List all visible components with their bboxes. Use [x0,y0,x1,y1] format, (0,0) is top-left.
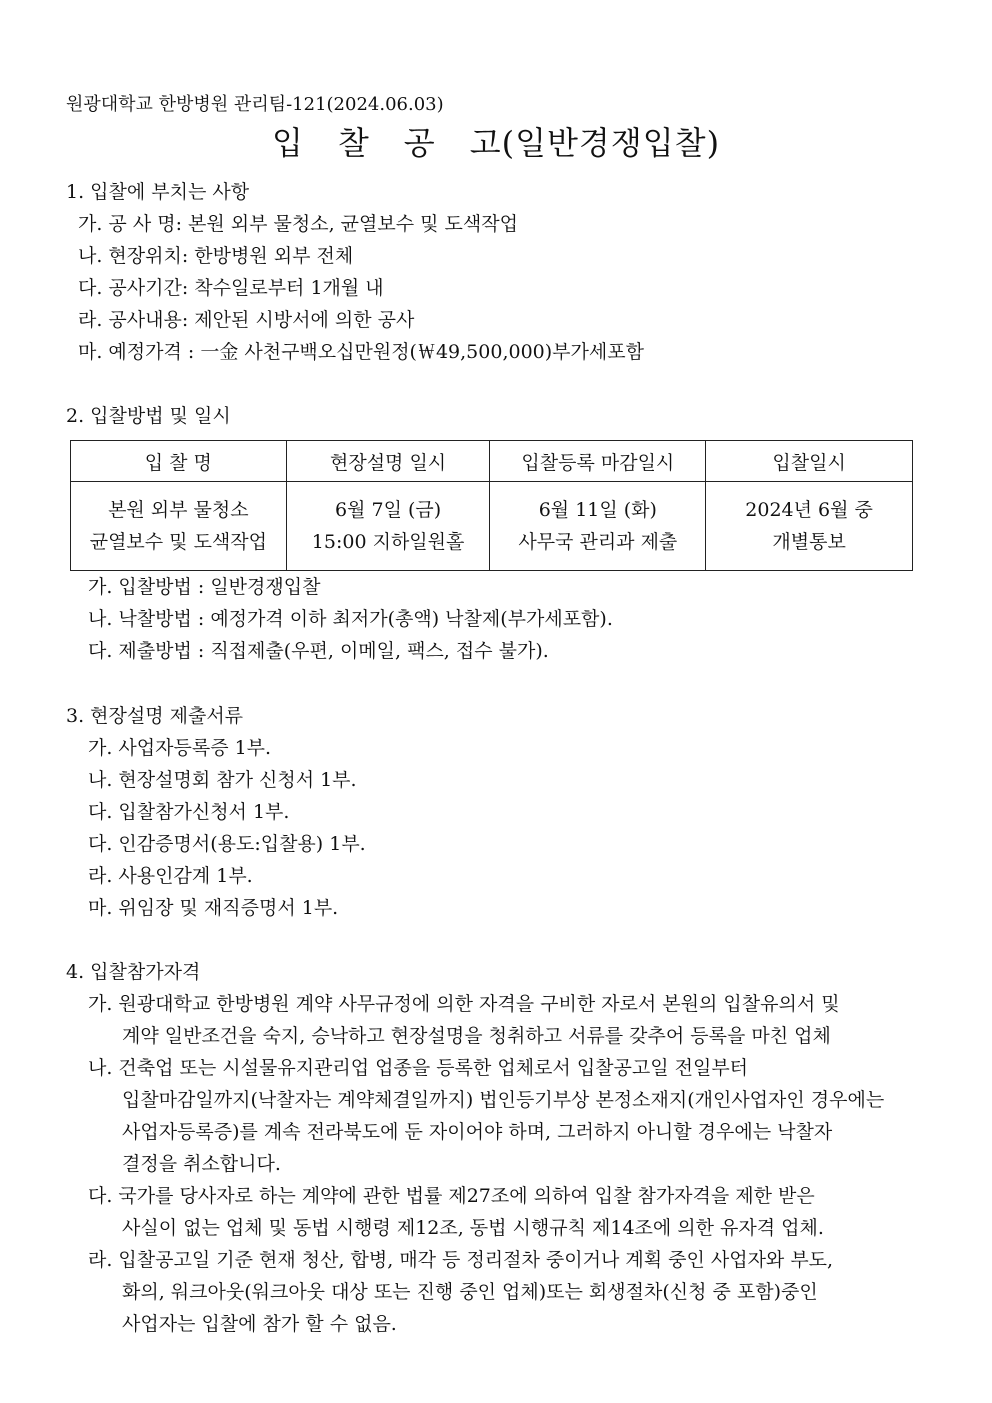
table-header-cell: 입찰일시 [706,441,913,482]
title-word-4: 고(일반경쟁입찰) [469,124,721,162]
table-header-row [71,441,913,482]
section4-item-continuation: 계약 일반조건을 숙지, 승낙하고 현장설명을 청취하고 서류를 갖추어 등록을 마친 업체 [122,1025,831,1047]
section3-heading: 3. 현장설명 제출서류 [66,705,244,727]
section3-item: 라. 사용인감계 1부. [88,865,253,887]
section3-item: 가. 사업자등록증 1부. [88,737,272,759]
section3-item: 나. 현장설명회 참가 신청서 1부. [88,769,357,791]
page-title [0,118,992,164]
section3-item: 마. 위임장 및 재직증명서 1부. [88,897,339,919]
section1-item: 라. 공사내용: 제안된 시방서에 의한 공사 [78,309,415,331]
cell-line: 6월 11일 (화) [538,499,657,521]
table-row [71,482,913,571]
table-header-cell: 입찰등록 마감일시 [490,441,706,482]
section2-item: 가. 입찰방법 : 일반경쟁입찰 [88,576,321,598]
section3-item: 다. 인감증명서(용도:입찰용) 1부. [88,833,366,855]
cell-line: 2024년 6월 중 [745,499,873,521]
section1-item: 가. 공 사 명: 본원 외부 물청소, 균열보수 및 도색작업 [78,213,518,235]
table-header-cell: 현장설명 일시 [286,441,490,482]
cell-line: 6월 7일 (금) [335,499,442,521]
section4-item-continuation: 사업자는 입찰에 참가 할 수 없음. [122,1313,397,1335]
section1-item: 마. 예정가격 : 一金 사천구백오십만원정(￦49,500,000)부가세포함 [78,341,644,363]
title-word-1: 입 [271,124,304,162]
section4-item-first-line: 다. 국가를 당사자로 하는 계약에 관한 법률 제27조에 의하여 입찰 참가자격을 제한 받은 [88,1185,815,1207]
section3-item: 다. 입찰참가신청서 1부. [88,801,290,823]
section4-item-first-line: 가. 원광대학교 한방병원 계약 사무규정에 의한 자격을 구비한 자로서 본원의 입찰유의서 및 [88,993,840,1015]
section1-heading: 1. 입찰에 부치는 사항 [66,181,250,203]
cell-line: 15:00 지하일원홀 [311,531,465,553]
section4-item-continuation: 사업자등록증)를 계속 전라북도에 둔 자이어야 하며, 그러하지 아니할 경우에는 낙찰자 [122,1121,833,1143]
section1-item: 다. 공사기간: 착수일로부터 1개월 내 [78,277,384,299]
table-cell-registration-deadline [490,482,706,571]
bid-schedule-table [70,440,913,571]
section4-item-continuation: 결정을 취소합니다. [122,1153,281,1175]
table-header-cell: 입 찰 명 [71,441,287,482]
section4-item-continuation: 화의, 워크아웃(워크아웃 대상 또는 진행 중인 업체)또는 회생절차(신청 중 포함)중인 [122,1281,818,1303]
section4-item-first-line: 라. 입찰공고일 기준 현재 청산, 합병, 매각 등 정리절차 중이거나 계획 중인 사업자와 부도, [88,1249,834,1271]
table-cell-bid-name [71,482,287,571]
document-number: 원광대학교 한방병원 관리팀-121(2024.06.03) [66,94,444,115]
cell-line: 개별통보 [772,531,846,553]
section1-item: 나. 현장위치: 한방병원 외부 전체 [78,245,354,267]
section2-heading: 2. 입찰방법 및 일시 [66,405,231,427]
section2-item: 나. 낙찰방법 : 예정가격 이하 최저가(총액) 낙찰제(부가세포함). [88,608,613,630]
cell-line: 사무국 관리과 제출 [518,531,678,553]
cell-line: 균열보수 및 도색작업 [89,531,267,553]
section4-item-continuation: 사실이 없는 업체 및 동법 시행령 제12조, 동법 시행규칙 제14조에 의한 유자격 업체. [122,1217,824,1239]
table-cell-bid-date [706,482,913,571]
title-word-2: 찰 [337,124,370,162]
section4-heading: 4. 입찰참가자격 [66,961,201,983]
cell-line: 본원 외부 물청소 [108,499,249,521]
table-cell-site-briefing [286,482,490,571]
section2-item: 다. 제출방법 : 직접제출(우편, 이메일, 팩스, 접수 불가). [88,640,549,662]
section4-item-first-line: 나. 건축업 또는 시설물유지관리업 업종을 등록한 업체로서 입찰공고일 전일부터 [88,1057,749,1079]
section4-item-continuation: 입찰마감일까지(낙찰자는 계약체결일까지) 법인등기부상 본정소재지(개인사업자인 경우에는 [122,1089,885,1111]
title-word-3: 공 [403,124,436,162]
